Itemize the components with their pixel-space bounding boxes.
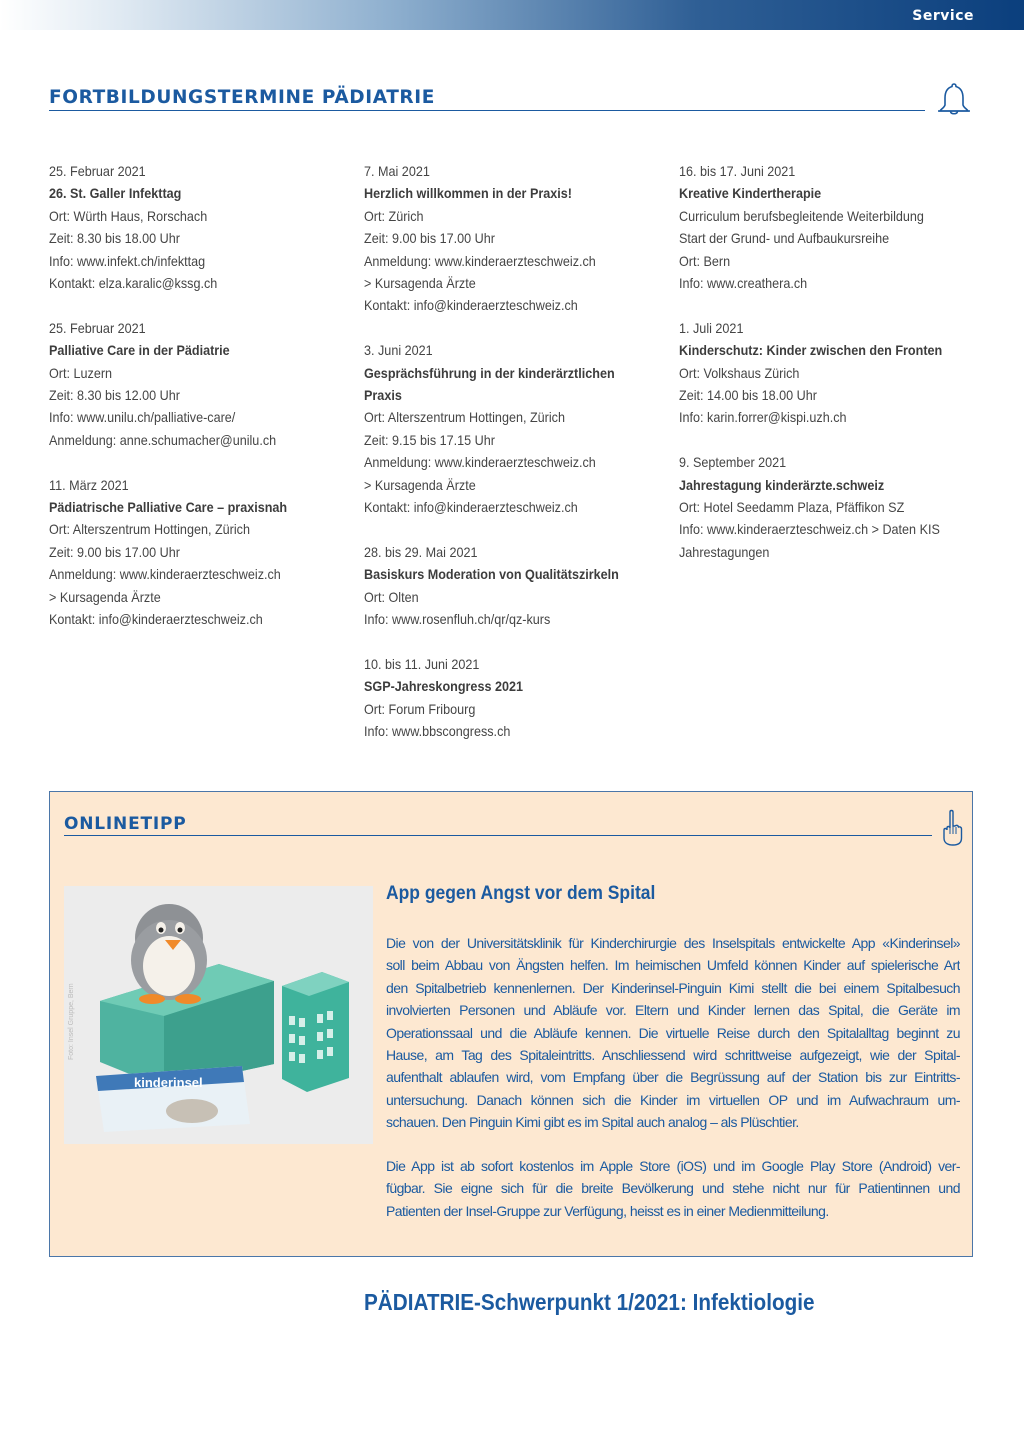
event-detail: Ort: Volkshaus Zürich <box>679 364 800 381</box>
section-title: FORTBILDUNGSTERMINE PÄDIATRIE <box>49 87 435 108</box>
footer-title: PÄDIATRIE-Schwerpunkt 1/2021: Infektiologie <box>364 1289 815 1315</box>
penguin-illustration <box>64 886 373 1144</box>
pointing-hand-icon <box>940 808 964 848</box>
event-detail: Ort: Bern <box>679 252 731 269</box>
event-detail: > Kursagenda Ärzte <box>364 476 476 493</box>
event-date: 7. Mai 2021 <box>364 163 430 179</box>
event-detail: Info: www.unilu.ch/palliative-care/ <box>49 409 236 426</box>
event-detail: Anmeldung: www.kinderaerzteschweiz.ch <box>49 566 281 583</box>
events-column-2 <box>364 160 674 765</box>
onlinetipp-text-line: aufenthalt ablaufen wird, vom Empfang über die Begrüssung auf der Station bis zur Eintritts- <box>386 1069 960 1086</box>
event-detail: Kontakt: info@kinderaerzteschweiz.ch <box>364 499 578 516</box>
event-detail: Ort: Würth Haus, Rorschach <box>49 207 208 224</box>
event-detail: Kontakt: info@kinderaerzteschweiz.ch <box>364 297 578 314</box>
event-detail: Info: www.rosenfluh.ch/qr/qz-kurs <box>364 611 551 628</box>
event-detail: Ort: Luzern <box>49 364 113 381</box>
event-title: Palliative Care in der Pädiatrie <box>49 342 230 359</box>
event-detail: Kontakt: elza.karalic@kssg.ch <box>49 275 218 292</box>
event-title: SGP-Jahreskongress 2021 <box>364 678 523 695</box>
event-date: 1. Juli 2021 <box>679 319 744 336</box>
event-entry <box>49 474 359 631</box>
card-label: kinderinsel <box>134 1075 203 1090</box>
event-entry <box>49 317 359 451</box>
event-detail: > Kursagenda Ärzte <box>364 275 476 292</box>
event-entry <box>49 160 359 294</box>
photo-credit: Foto: Insel Gruppe, Bern <box>68 983 75 1060</box>
onlinetipp-paragraph-1 <box>386 932 960 1134</box>
onlinetipp-text-line: Patienten der Insel-Gruppe zur Verfügung, heisst es in einer Medienmitteilung. <box>386 1202 829 1219</box>
bell-icon <box>934 80 974 120</box>
event-entry <box>679 451 989 563</box>
event-detail: Kontakt: info@kinderaerzteschweiz.ch <box>49 611 263 628</box>
event-detail: Zeit: 9.00 bis 17.00 Uhr <box>49 543 180 560</box>
events-column-1 <box>49 160 359 653</box>
event-title: Basiskurs Moderation von Qualitätszirkeln <box>364 566 619 583</box>
event-title: Kinderschutz: Kinder zwischen den Fronten <box>679 342 943 359</box>
header-bar <box>0 0 1024 30</box>
event-date: 9. September 2021 <box>679 454 787 471</box>
event-detail: Ort: Olten <box>364 588 419 605</box>
onlinetipp-text-line: den Spitalbetrieb kennenlernen. Der Kinderinsel-Pinguin Kimi stellt die bei einem Spitalbesuch <box>386 979 960 996</box>
onlinetipp-text-line: Die von der Universitätsklinik für Kinderchirurgie des Inselspitals entwickelte App «Kinderinsel» <box>386 935 960 951</box>
event-entry <box>679 160 989 294</box>
event-date: 10. bis 11. Juni 2021 <box>364 655 480 672</box>
event-detail: Anmeldung: www.kinderaerzteschweiz.ch <box>364 252 596 269</box>
section-heading <box>49 88 925 111</box>
penguin-photo <box>64 886 373 1144</box>
onlinetipp-heading <box>64 815 932 836</box>
onlinetipp-text-line: fügbar. Sie eigne sich für die breite Bevölkerung und stehe nicht nur für Patientinnen und <box>386 1180 960 1197</box>
onlinetipp-text-line: involvierten Personen und Abläufe vor. Eltern und Kinder lernen das Spital, die Geräte im <box>386 1002 960 1019</box>
event-detail: Curriculum berufsbegleitende Weiterbildung <box>679 207 924 224</box>
event-entry <box>364 653 674 743</box>
event-title: Kreative Kindertherapie <box>679 185 822 202</box>
event-detail: > Kursagenda Ärzte <box>49 588 161 605</box>
onlinetipp-text-line: schauen. Den Pinguin Kimi gibt es im Spital auch analog – als Plüschtier. <box>386 1114 799 1131</box>
event-entry <box>364 541 674 631</box>
event-title: 26. St. Galler Infekttag <box>49 185 182 202</box>
event-detail: Info: karin.forrer@kispi.uzh.ch <box>679 409 847 426</box>
event-detail: Info: www.bbscongress.ch <box>364 723 511 740</box>
event-entry <box>679 317 989 429</box>
onlinetipp-heading-label: ONLINETIPP <box>64 814 187 834</box>
event-detail: Ort: Alterszentrum Hottingen, Zürich <box>364 409 565 426</box>
event-detail: Anmeldung: anne.schumacher@unilu.ch <box>49 431 277 448</box>
event-detail: Zeit: 9.00 bis 17.00 Uhr <box>364 230 495 247</box>
section-label: Service <box>912 8 974 24</box>
onlinetipp-title: App gegen Angst vor dem Spital <box>386 883 656 904</box>
event-detail: Info: www.infekt.ch/infekttag <box>49 252 206 269</box>
event-entry <box>364 160 674 317</box>
event-detail: Zeit: 8.30 bis 12.00 Uhr <box>49 387 180 404</box>
onlinetipp-text-line: Operationssaal und die Abläufe kennen. Die virtuelle Reise durch den Spitalalltag beginnt zu <box>386 1024 960 1041</box>
event-detail: Ort: Hotel Seedamm Plaza, Pfäffikon SZ <box>679 499 905 516</box>
event-detail: Zeit: 8.30 bis 18.00 Uhr <box>49 230 180 247</box>
onlinetipp-text-line: soll beim Abbau von Ängsten helfen. Im heimischen Umfeld können Kinder auf spielerische Art <box>386 957 960 974</box>
event-title: Herzlich willkommen in der Praxis! <box>364 185 572 202</box>
event-title: Praxis <box>364 387 402 404</box>
onlinetipp-text-line: Die App ist ab sofort kostenlos im Apple Store (iOS) und im Google Play Store (Android) ver- <box>386 1158 960 1174</box>
event-date: 25. Februar 2021 <box>49 319 146 336</box>
onlinetipp-text-line: Hause, am Tag des Spitaleintritts. Anschliessend wird schrittweise aufgezeigt, wie der Spital- <box>386 1047 960 1064</box>
event-detail: Zeit: 14.00 bis 18.00 Uhr <box>679 387 817 404</box>
events-column-3 <box>679 160 989 586</box>
onlinetipp-paragraph-2 <box>386 1155 960 1222</box>
event-date: 25. Februar 2021 <box>49 163 146 179</box>
event-entry <box>364 339 674 518</box>
onlinetipp-text-line: untersuchung. Danach können sich die Kinder im virtuellen OP und im Aufwachraum um- <box>386 1091 960 1108</box>
event-date: 28. bis 29. Mai 2021 <box>364 543 478 560</box>
event-title: Jahrestagung kinderärzte.schweiz <box>679 476 885 493</box>
event-detail: Anmeldung: www.kinderaerzteschweiz.ch <box>364 454 596 471</box>
event-detail: Start der Grund- und Aufbaukursreihe <box>679 230 890 247</box>
event-detail: Ort: Alterszentrum Hottingen, Zürich <box>49 521 250 538</box>
event-detail: Jahrestagungen <box>679 543 770 560</box>
event-date: 11. März 2021 <box>49 476 129 493</box>
event-detail: Zeit: 9.15 bis 17.15 Uhr <box>364 431 495 448</box>
event-detail: Ort: Zürich <box>364 207 424 224</box>
event-date: 3. Juni 2021 <box>364 342 433 359</box>
event-title: Gesprächsführung in der kinderärztlichen <box>364 364 615 381</box>
event-date: 16. bis 17. Juni 2021 <box>679 163 796 179</box>
event-detail: Info: www.creathera.ch <box>679 275 808 292</box>
event-detail: Ort: Forum Fribourg <box>364 700 476 717</box>
event-detail: Info: www.kinderaerzteschweiz.ch > Daten KIS <box>679 521 940 538</box>
event-title: Pädiatrische Palliative Care – praxisnah <box>49 499 288 516</box>
